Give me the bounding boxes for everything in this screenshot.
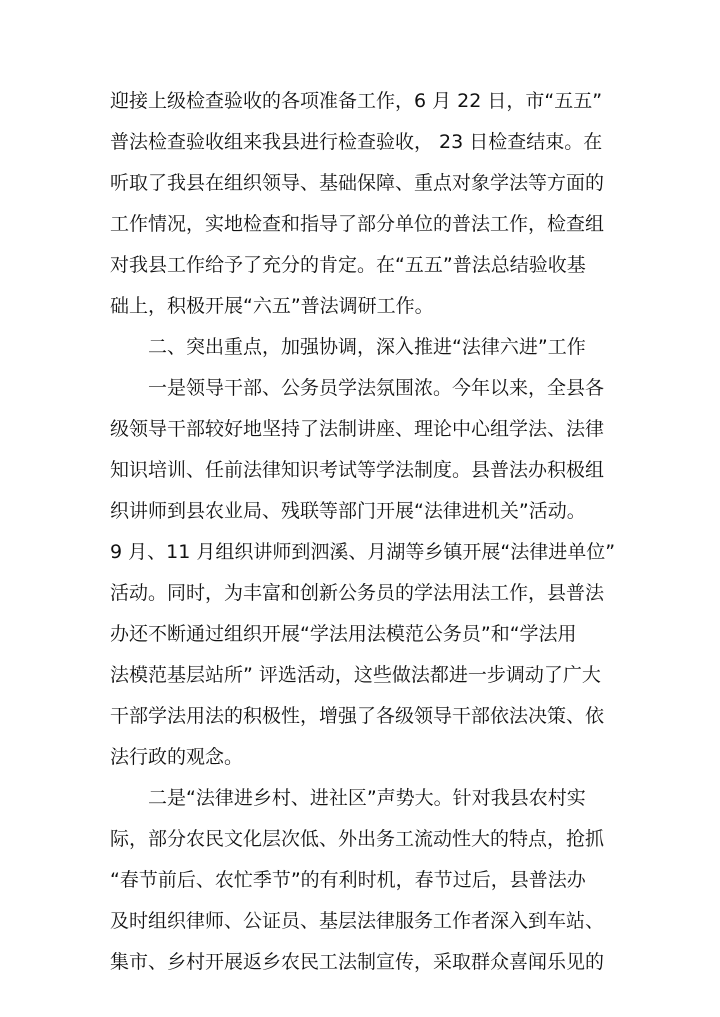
text-line: 础上，积极开展“六五”普法调研工作。: [110, 295, 434, 317]
text-line: 干部学法用法的积极性，增强了各级领导干部依法决策、依: [110, 705, 605, 727]
text-line: 知识培训、任前法律知识考试等学法制度。县普法办积极组: [110, 459, 605, 481]
text-line: 一是领导干部、公务员学法氛围浓。今年以来，全县各: [148, 377, 605, 399]
text-line: “春节前后、农忙季节”的有利时机，春节过后，县普法办: [110, 869, 586, 891]
section-heading: 二、突出重点，加强协调，深入推进“法律六进”工作: [148, 336, 586, 358]
text-line: 普法检查验收组来我县进行检查验收， 23 日检查结束。在: [110, 131, 603, 153]
text-line: 法行政的观念。: [110, 746, 244, 768]
text-line: 听取了我县在组织领导、基础保障、重点对象学法等方面的: [110, 172, 605, 194]
text-line: 对我县工作给予了充分的肯定。在“五五”普法总结验收基: [110, 254, 586, 276]
text-line: 级领导干部较好地坚持了法制讲座、理论中心组学法、法律: [110, 418, 605, 440]
text-line: 织讲师到县农业局、残联等部门开展“法律进机关”活动。: [110, 500, 586, 522]
text-line: 活动。同时，为丰富和创新公务员的学法用法工作，县普法: [110, 582, 605, 604]
text-line: 办还不断通过组织开展“学法用法模范公务员”和“学法用: [110, 623, 577, 645]
text-line: 及时组织律师、公证员、基层法律服务工作者深入到车站、: [110, 910, 605, 932]
text-line: 迎接上级检查验收的各项准备工作，6 月 22 日，市“五五”: [110, 90, 603, 112]
text-line: 法模范基层站所” 评选活动，这些做法都进一步调动了广大: [110, 664, 601, 686]
text-line: 际，部分农民文化层次低、外出务工流动性大的特点，抢抓: [110, 828, 605, 850]
text-line: 9 月、11 月组织讲师到泗溪、月湖等乡镇开展“法律进单位”: [110, 541, 615, 563]
text-line: 二是“法律进乡村、进社区”声势大。针对我县农村实: [148, 787, 586, 809]
text-line: 集市、乡村开展返乡农民工法制宣传，采取群众喜闻乐见的: [110, 951, 605, 973]
text-line: 工作情况，实地检查和指导了部分单位的普法工作，检查组: [110, 213, 605, 235]
